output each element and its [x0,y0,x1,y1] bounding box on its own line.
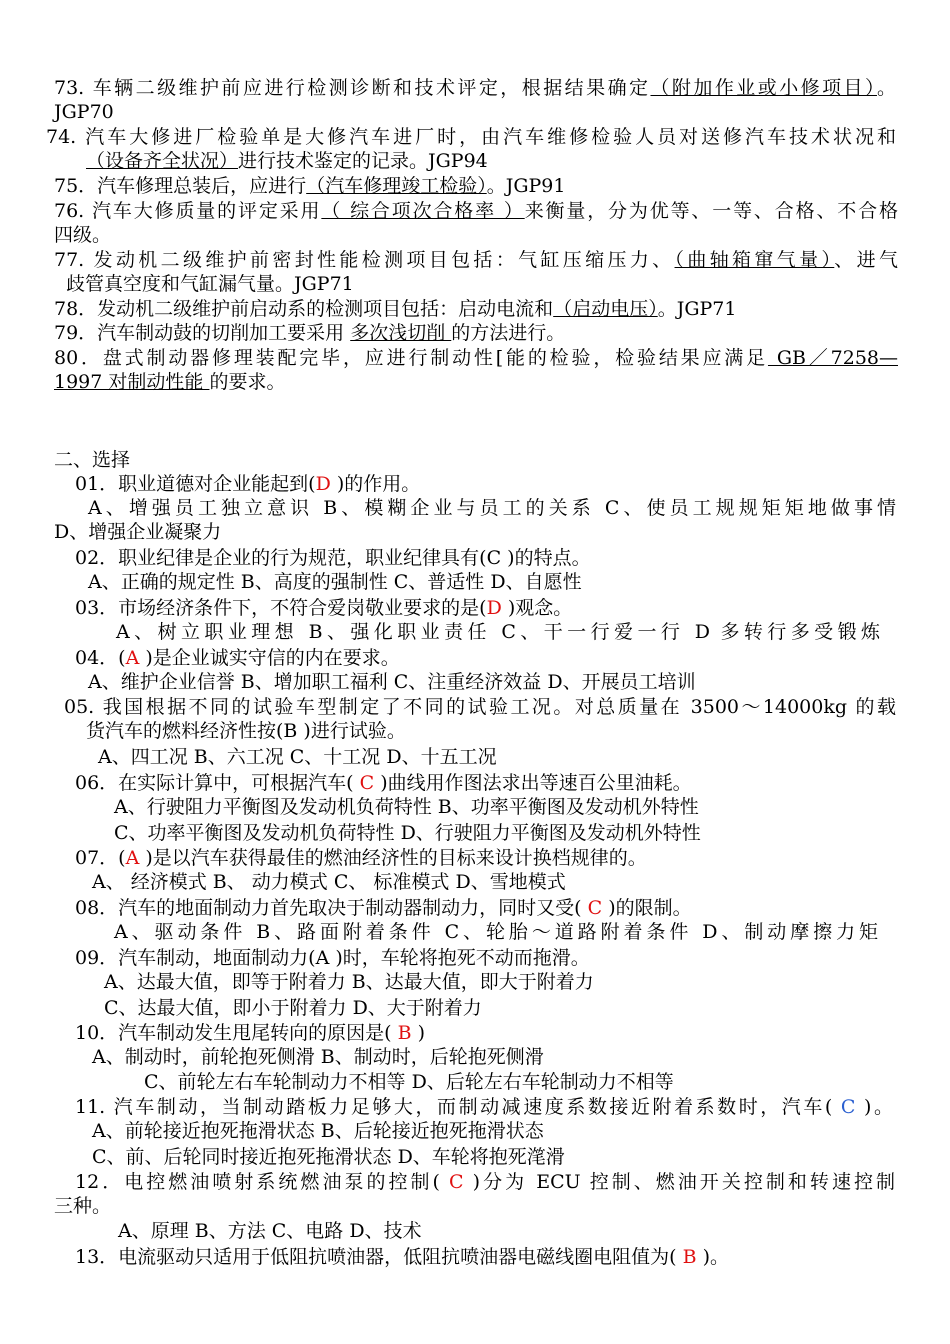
answer-letter: B [682,1246,697,1268]
answer-letter: C [359,772,375,794]
question-line [75,1021,425,1045]
text-run: 74. 汽车大修进厂检验单是大修汽车进厂时，由汽车维修检验人员对送修汽车技术状况和 [46,126,896,148]
answer-blank: （曲轴箱窜气量） [674,249,835,271]
text-run: )是企业诚实守信的内在要求。 [139,647,400,669]
text-run: 01．职业道德对企业能起到( [75,473,316,495]
question-line [54,248,898,272]
question-line [54,321,565,345]
text-run: 的要求。 [209,371,286,393]
text-run: D、增强企业凝聚力 [54,521,222,543]
text-run: 。 [876,77,896,99]
question-line [114,821,701,845]
question-line [75,472,420,496]
text-run: )。 [696,1246,730,1268]
question-line [88,670,696,694]
text-run: A、正确的规定性 B、高度的强制性 C、普适性 D、自愿性 [88,571,582,593]
question-line [116,620,880,644]
question-line [104,996,482,1020]
text-run: )分为 ECU 控制、燃油开关控制和转速控制 [463,1171,895,1193]
section-title: 二、选择 [54,449,131,471]
answer-blank: （设备齐全状况） [86,150,239,172]
question-line [54,174,565,198]
question-line [75,771,692,795]
text-run: 78．发动机二级维护前启动系的检测项目包括：启动电流和 [54,298,554,320]
question-line [75,1095,893,1119]
answer-blank: （附加作业或小修项目） [650,77,877,99]
text-run: 75．汽车修理总装后，应进行 [54,175,307,197]
text-run: A、增强员工独立意识 B、模糊企业与员工的关系 C、使员工规规矩矩地做事情 [88,497,896,519]
question-line [54,370,285,394]
answer-letter: B [397,1022,412,1044]
question-line [118,1219,422,1243]
answer-letter: C [587,897,603,919]
answer-blank: （汽车修理竣工检验） [306,175,487,197]
text-run: A、行驶阻力平衡图及发动机负荷特性 B、功率平衡图及发动机外特性 [114,796,699,818]
text-run: A、达最大值，即等于附着力 B、达最大值，即大于附着力 [104,971,594,993]
question-line [54,1194,111,1218]
text-run: 08．汽车的地面制动力首先取决于制动器制动力，同时又受( [75,897,588,919]
question-line [88,570,582,594]
question-line [75,1170,895,1194]
text-run: A、前轮接近抱死拖滑状态 B、后轮接近抱死拖滑状态 [92,1120,544,1142]
question-line [75,596,572,620]
answer-letter: C [840,1096,856,1118]
text-run: C、功率平衡图及发动机负荷特性 D、行驶阻力平衡图及发动机外特性 [114,822,701,844]
answer-letter: A [125,847,140,869]
text-run: A、维护企业信誉 B、增加职工福利 C、注重经济效益 D、开展员工培训 [88,671,696,693]
question-line [75,1245,729,1269]
text-run: JGP70 [54,101,114,123]
answer-letter: A [125,647,140,669]
text-run: A、四工况 B、六工况 C、十工况 D、十五工况 [98,746,497,768]
question-line [64,695,896,719]
text-run: A、树立职业理想 B、强化职业责任 C、干一行爱一行 D 多转行多受锻炼 [116,621,880,643]
question-line [92,1045,544,1069]
text-run: C、前轮左右车轮制动力不相等 D、后轮左右车轮制动力不相等 [144,1071,674,1093]
question-line [144,1070,674,1094]
text-run: 02．职业纪律是企业的行为规范，职业纪律具有(C )的特点。 [75,547,591,569]
question-line [46,125,896,149]
text-run: )曲线用作图法求出等速百公里油耗。 [374,772,692,794]
text-run: 进行技术鉴定的记录。JGP94 [238,150,488,172]
text-run: 07．( [75,847,126,869]
question-line [54,297,736,321]
question-line [54,199,898,223]
question-line [86,149,488,173]
text-run: 73. 车辆二级维护前应进行检测诊断和技术评定，根据结果确定 [54,77,651,99]
question-line [92,870,566,894]
text-run: 10．汽车制动发生甩尾转向的原因是( [75,1022,398,1044]
text-run: A、驱动条件 B、路面附着条件 C、轮胎～道路附着条件 D、制动摩擦力矩 [114,921,878,943]
text-run: ) [411,1022,426,1044]
text-run: 12．电控燃油喷射系统燃油泵的控制( [75,1171,450,1193]
question-line [75,896,692,920]
question-line [104,970,594,994]
text-run: 79．汽车制动鼓的切削加工要采用 [54,322,351,344]
text-run: 06．在实际计算中，可根据汽车( [75,772,360,794]
text-run: )观念。 [501,597,573,619]
answer-blank: 多次浅切削 [350,322,452,344]
text-run: A、原理 B、方法 C、电路 D、技术 [118,1220,422,1242]
question-line [86,719,406,743]
text-run: 03．市场经济条件下，不符合爱岗敬业要求的是( [75,597,487,619]
text-run: 货汽车的燃料经济性按(B )进行试验。 [86,720,406,742]
text-run: 的方法进行。 [451,322,566,344]
answer-letter: C [449,1171,464,1193]
question-line [54,76,896,100]
text-run: )。 [855,1096,894,1118]
text-run: 三种。 [54,1195,112,1217]
question-line [114,920,878,944]
question-line [54,346,898,370]
text-run: )的限制。 [602,897,692,919]
question-line [88,496,896,520]
answer-blank: （启动电压） [553,298,658,320]
text-run: C、达最大值，即小于附着力 D、大于附着力 [104,997,482,1019]
text-run: A、制动时，前轮抱死侧滑 B、制动时，后轮抱死侧滑 [92,1046,544,1068]
question-line [75,546,591,570]
text-run: 四级。 [54,224,112,246]
text-run: 04．( [75,647,126,669]
question-line [54,100,114,124]
text-run: 77. 发动机二级维护前密封性能检测项目包括：气缸压缩压力、 [54,249,675,271]
question-line [92,1119,544,1143]
text-run: 、进气 [834,249,898,271]
text-run: 11. 汽车制动，当制动踏板力足够大，而制动减速度系数接近附着系数时，汽车( [75,1096,841,1118]
text-run: 歧管真空度和气缸漏气量。JGP71 [66,273,354,295]
question-line [98,745,497,769]
question-line [54,520,221,544]
answer-blank: 1997 对制动性能 [54,371,210,393]
text-run: 。JGP91 [486,175,566,197]
text-run: 76. 汽车大修质量的评定采用 [54,200,322,222]
question-line [75,846,647,870]
text-run: 09．汽车制动，地面制动力(A )时，车轮将抱死不动而拖滑。 [75,947,590,969]
answer-blank: GB／7258— [767,347,898,369]
text-run: )是以汽车获得最佳的燃油经济性的目标来设计换档规律的。 [139,847,647,869]
text-run: 13．电流驱动只适用于低阻抗喷油器，低阻抗喷油器电磁线圈电阻值为( [75,1246,683,1268]
text-run: 80．盘式制动器修理装配完毕，应进行制动性[能的检验，检验结果应满足 [54,347,768,369]
answer-letter: D [315,473,331,495]
answer-letter: D [486,597,502,619]
text-run: 05. 我国根据不同的试验车型制定了不同的试验工况。对总质量在 3500～14000kg 的载 [64,696,896,718]
text-run: A、 经济模式 B、 动力模式 C、 标准模式 D、雪地模式 [92,871,566,893]
question-line [75,946,590,970]
answer-blank: （ 综合项次合格率 ） [321,200,525,222]
text-run: )的作用。 [330,473,421,495]
question-line [75,646,400,670]
question-line [54,223,111,247]
question-line [114,795,699,819]
text-run: C、前、后轮同时接近抱死拖滑状态 D、车轮将抱死滗滑 [92,1146,565,1168]
question-line [92,1145,565,1169]
question-line [66,272,354,296]
text-run: 。JGP71 [657,298,737,320]
text-run: 来衡量，分为优等、一等、合格、不合格 [524,200,898,222]
